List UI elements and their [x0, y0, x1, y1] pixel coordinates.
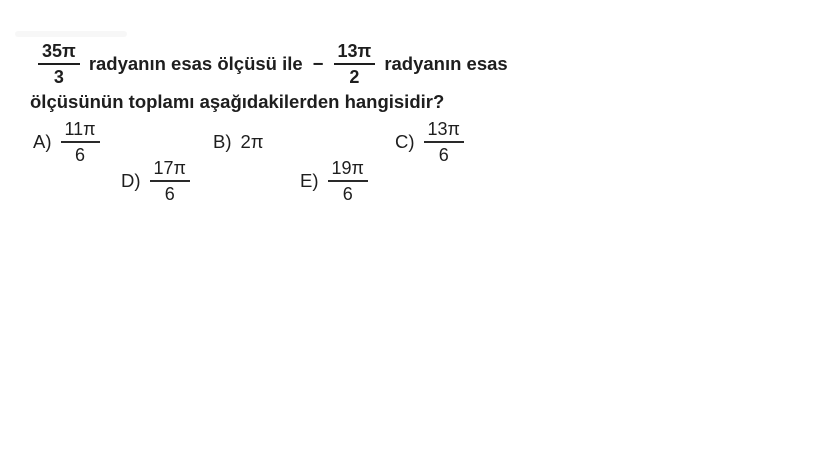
option-d-fraction [150, 159, 190, 203]
fraction-numerator: 17π [150, 159, 190, 182]
option-c [395, 121, 464, 163]
fraction-numerator: 13π [424, 120, 464, 143]
question-line-1 [38, 42, 508, 86]
option-c-label: C) [395, 131, 415, 152]
fraction-denominator: 3 [53, 66, 64, 87]
question-line-2: ölçüsünün toplamı aşağıdakilerden hangisidir? [30, 91, 445, 112]
fraction-denominator: 6 [342, 183, 353, 204]
question-text-segment-2: radyanın esas [384, 52, 508, 74]
question-fraction-1 [38, 42, 80, 86]
option-e-label: E) [300, 170, 319, 191]
fraction-numerator: 13π [334, 42, 376, 65]
option-d-label: D) [121, 170, 141, 191]
fraction-numerator: 35π [38, 42, 80, 65]
minus-sign: − [312, 52, 324, 74]
question-fraction-2 [334, 42, 376, 86]
option-c-fraction [424, 120, 464, 164]
option-b-value: 2π [240, 131, 264, 152]
scan-artifact [15, 31, 127, 37]
fraction-numerator: 19π [328, 159, 368, 182]
fraction-denominator: 6 [75, 144, 86, 165]
fraction-denominator: 6 [438, 144, 449, 165]
question-text-segment-1: radyanın esas ölçüsü ile [88, 52, 303, 74]
fraction-denominator: 2 [349, 66, 360, 87]
option-a-fraction [61, 120, 100, 164]
option-b [213, 121, 264, 163]
option-a-label: A) [33, 131, 52, 152]
option-e [300, 160, 368, 202]
fraction-numerator: 11π [61, 120, 100, 143]
option-b-label: B) [213, 131, 232, 152]
option-a [33, 121, 100, 163]
option-e-fraction [328, 159, 368, 203]
option-d [121, 160, 190, 202]
fraction-denominator: 6 [164, 183, 175, 204]
